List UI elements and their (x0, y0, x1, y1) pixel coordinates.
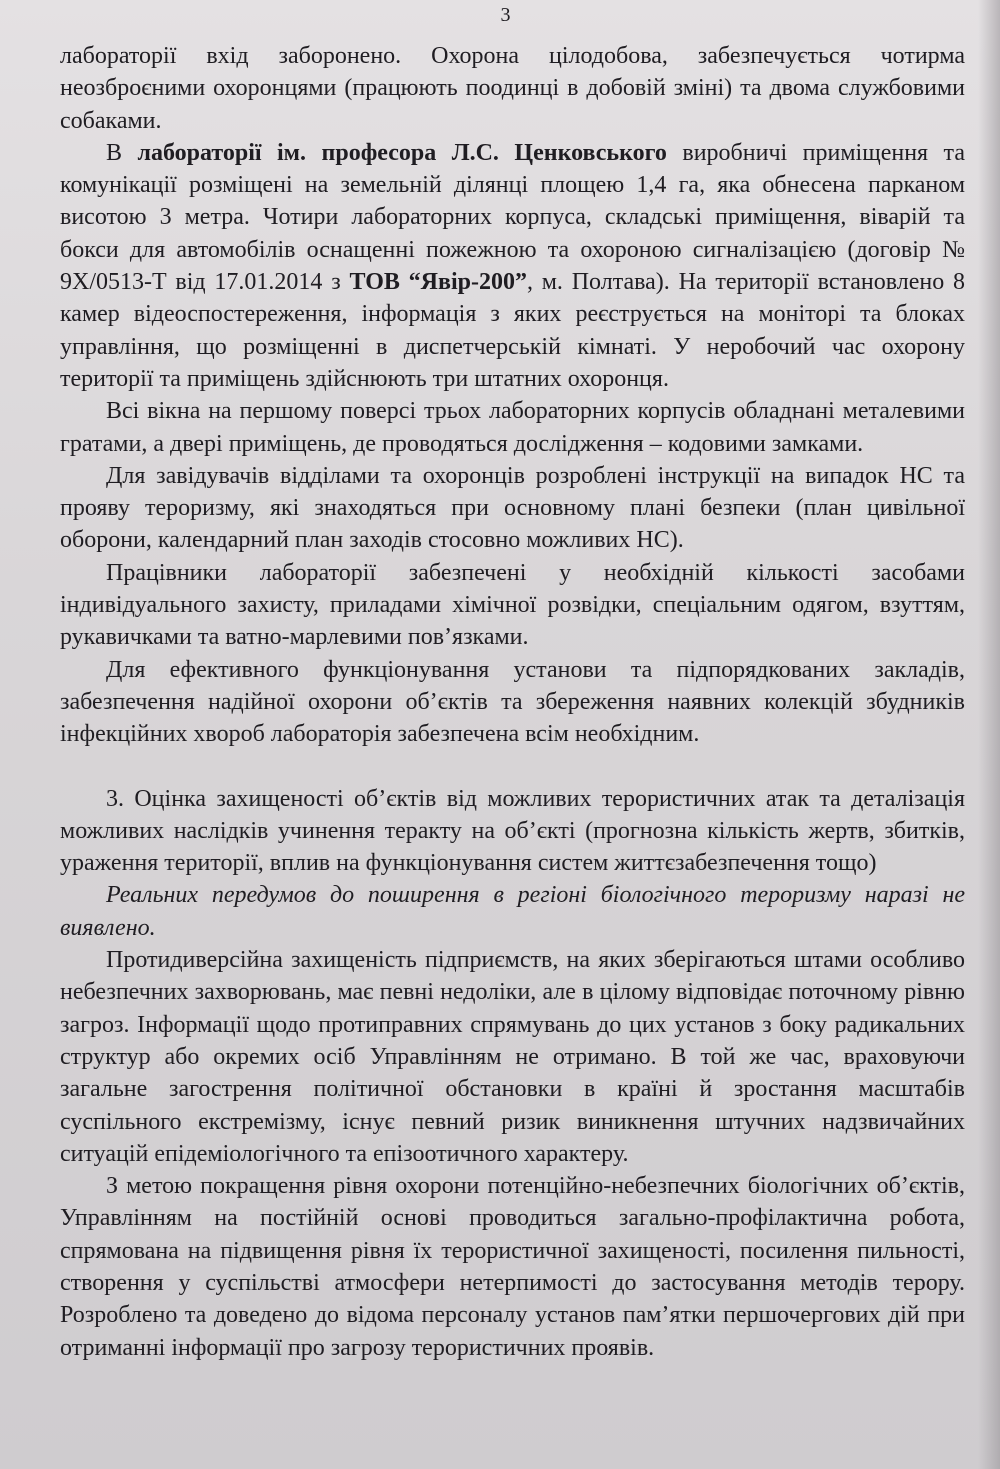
paragraph-2-text-2: , м. Полтава). На території встановлено 8 камер відеоспостереження, інформація з яких реєструється на моніторі та блоках управління, що розміщенні в диспетчерській кімнаті. У неробочий час охорону території та приміщень здійснюють три штатних охоронця. (60, 269, 966, 392)
company-name: ТОВ “Явір-200” (349, 269, 527, 296)
paragraph-6: Для ефективного функціонування установи та підпорядкованих закладів, забезпечення надійної охорони об’єктів та збереження наявних колекцій збудників інфекційних хвороб лабораторія забезпечена всім необхідним. (60, 656, 965, 748)
page-number: 3 (500, 4, 511, 26)
section-3-heading: 3. Оцінка захищеності об’єктів від можливих терористичних атак та деталізація можливих наслідків учинення теракту на об’єкті (прогнозна кількість жертв, збитків, ураження території, вплив на функціонування систем життєзабезпечення тощо) (60, 785, 965, 877)
paragraph-2 (60, 137, 965, 395)
paragraph-10: З метою покращення рівня охорони потенційно-небезпечних біологічних об’єктів, Управлінням на постійній основі проводиться загально-профілактична робота, спрямована на підвищення рівня їх терористичної захищеності, посилення пильності, створення у суспільстві атмосфери нетерпимості до застосування методів терору. Розроблено та доведено до відома персоналу установ пам’ятки першочергових дій при отриманні інформації про загрозу терористичних проявів. (60, 1173, 965, 1361)
paragraph-5: Працівники лабораторії забезпечені у необхідній кількості засобами індивідуального захисту, приладами хімічної розвідки, спеціальним одягом, взуттям, рукавичками та ватно-марлевими пов’язками. (60, 559, 965, 651)
section-gap (60, 751, 965, 783)
paragraph-9: Протидиверсійна захищеність підприємств, на яких зберігаються штами особливо небезпечних захворювань, має певні недоліки, але в цілому відповідає поточному рівню загроз. Інформації щодо протиправних спрямувань до цих установ з боку радикальних структур або окремих осіб Управлінням не отримано. В той же час, враховуючи загальне загострення політичної обстановки в країні й зростання масштабів суспільного екстремізму, існує певний ризик виникнення штучних надзвичайних ситуацій епідеміологічного та епізоотичного характеру. (60, 947, 965, 1167)
lab-name: лабораторії ім. професора Л.С. Ценковського (137, 139, 667, 166)
document-body (60, 0, 965, 1364)
paragraph-1: лабораторії вхід заборонено. Охорона цілодобова, забезпечується чотирма неозброєними охоронцями (працюють поодинці в добовій зміні) та двома службовими собаками. (60, 43, 965, 134)
paragraph-3: Всі вікна на першому поверсі трьох лабораторних корпусів обладнані металевими гратами, а двері приміщень, де проводяться дослідження – кодовими замками. (60, 398, 965, 457)
paragraph-2-lead: В (106, 139, 123, 166)
page-edge-shadow (978, 0, 1000, 1469)
paragraph-2-text-1: виробничі приміщення та комунікації розміщені на земельній ділянці площею 1,4 га, яка обнесена парканом висотою 3 метра. Чотири лабораторних корпуса, складські приміщення, віварій та бокси для автомобілів оснащенні пожежною та охороною сигналізацією (договір № 9Х/0513-Т від 17.01.2014 з (60, 139, 965, 296)
paragraph-4: Для завідувачів відділами та охоронців розроблені інструкції на випадок НС та прояву тероризму, які знаходяться при основному плані безпеки (план цивільної оборони, календарний план заходів стосовно можливих НС). (60, 462, 965, 554)
paragraph-italic: Реальних передумов до поширення в регіоні біологічного тероризму наразі не виявлено. (60, 882, 965, 941)
